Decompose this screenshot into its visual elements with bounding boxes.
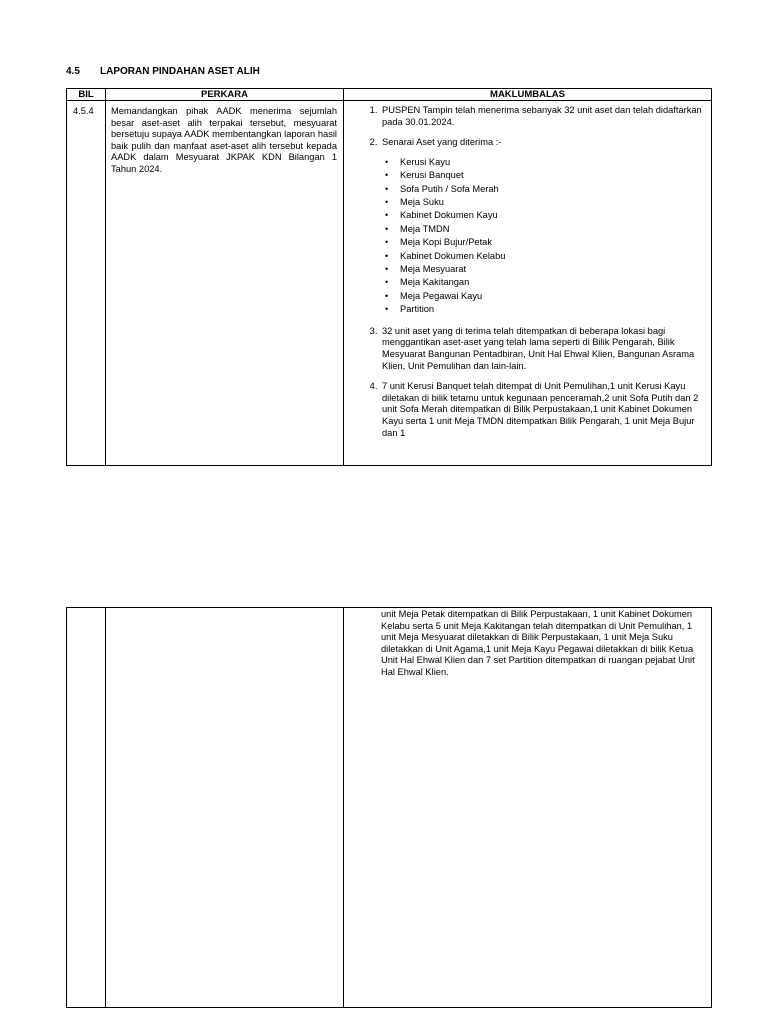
section-number: 4.5 (66, 66, 80, 77)
table-row-continued (67, 608, 712, 1008)
section-title: LAPORAN PINDAHAN ASET ALIH (100, 66, 260, 77)
maklumbalas-point-1: 1. PUSPEN Tampin telah menerima sebanyak 32 unit aset dan telah didaftarkan pada 30.01.2024. (380, 105, 703, 128)
bullet-icon: • (385, 197, 389, 208)
header-bil: BIL (67, 89, 106, 101)
maklumbalas-cell-continued: unit Meja Petak ditempatkan di Bilik Perpustakaan, 1 unit Kabinet Dokumen Kelabu serta 5 unit Meja Kakitangan telah ditempatkan di Unit Pemulihan, 1 unit Meja Mesyuarat diletakkan di Bilik Perpustakaan, 1 unit Meja Suku diletakkan di Unit Agama,1 unit Meja Kayu Pegawai diletakkan di bilik Ketua Unit Hal Ehwal Klien dan 7 set Partition ditempatkan di ruangan pejabat Unit Hal Ehwal Klien. (344, 608, 712, 1008)
minutes-table-page-2 (66, 607, 712, 1008)
bullet-icon: • (385, 277, 389, 288)
bullet-icon: • (385, 170, 389, 181)
asset-item: • Kabinet Dokumen Kelabu (400, 250, 703, 263)
bullet-icon: • (385, 156, 389, 167)
header-maklumbalas: MAKLUMBALAS (344, 89, 712, 101)
asset-item: • Meja Kopi Bujur/Petak (400, 236, 703, 249)
bullet-icon: • (385, 223, 389, 234)
table-header-row (67, 89, 712, 101)
maklumbalas-point-3: 3. 32 unit aset yang di terima telah ditempatkan di beberapa lokasi bagi menggantikan aset-aset yang telah lama seperti di Bilik Pengarah, Bilik Mesyuarat Bangunan Pentadbiran, Unit Hal Ehwal Klien, Bangunan Asrama Klien, Unit Pemulihan dan lain-lain. (380, 326, 703, 372)
perkara-cell-continued (106, 608, 344, 1008)
asset-item: • Sofa Putih / Sofa Merah (400, 183, 703, 196)
bullet-icon: • (385, 290, 389, 301)
table-row (67, 101, 712, 466)
asset-item: • Kerusi Banquet (400, 169, 703, 182)
bullet-icon: • (385, 183, 389, 194)
perkara-cell: Memandangkan pihak AADK menerima sejumlah besar aset-aset alih terpakai tersebut, mesyuarat bersetuju supaya AADK membentangkan laporan hasil baik pulih dan manfaat aset-aset alih tersebut kepada AADK dalam Mesyuarat JKPAK KDN Bilangan 1 Tahun 2024. (106, 101, 344, 466)
asset-list (382, 156, 703, 317)
asset-item: • Meja TMDN (400, 223, 703, 236)
asset-item: • Kabinet Dokumen Kayu (400, 209, 703, 222)
bil-cell: 4.5.4 (67, 101, 106, 466)
bullet-icon: • (385, 210, 389, 221)
bullet-icon: • (385, 237, 389, 248)
asset-item: • Meja Suku (400, 196, 703, 209)
maklumbalas-point-4: 4. 7 unit Kerusi Banquet telah ditempat di Unit Pemulihan,1 unit Kerusi Kayu diletakan di bilik tetamu untuk kegunaan penceramah,2 unit Sofa Putih dan 2 unit Sofa Merah ditempatkan di Bilik Perpustakaan,1 unit Kabinet Dokumen Kayu serta 1 unit Meja TMDN ditempatkan Bilik Pengarah, 1 unit Meja Bujur dan 1 (380, 381, 703, 439)
asset-item: • Partition (400, 303, 703, 316)
header-perkara: PERKARA (106, 89, 344, 101)
bullet-icon: • (385, 250, 389, 261)
asset-item: • Meja Mesyuarat (400, 263, 703, 276)
section-heading (66, 66, 260, 77)
maklumbalas-point-2 (380, 137, 703, 316)
maklumbalas-list (358, 105, 703, 439)
bullet-icon: • (385, 304, 389, 315)
maklumbalas-cell (344, 101, 712, 466)
bullet-icon: • (385, 264, 389, 275)
bil-cell-continued (67, 608, 106, 1008)
asset-list-intro: Senarai Aset yang diterima :- (382, 137, 502, 148)
asset-item: • Kerusi Kayu (400, 156, 703, 169)
minutes-table-page-1 (66, 88, 712, 466)
asset-item: • Meja Kakitangan (400, 276, 703, 289)
asset-item: • Meja Pegawai Kayu (400, 290, 703, 303)
